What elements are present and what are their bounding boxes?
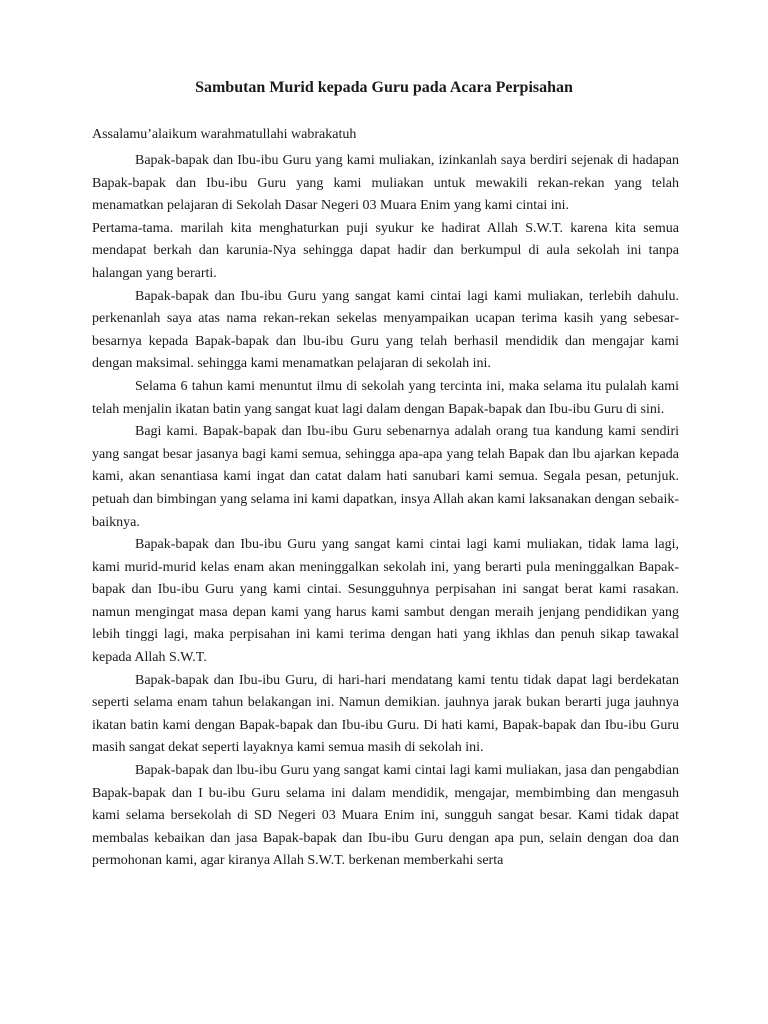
paragraph-8: Bapak-bapak dan lbu-ibu Guru yang sangat kami cintai lagi kami muliakan, jasa dan pengabdian Bapak-bapak dan I bu-ibu Guru selama ini dalam mendidik, mengajar, membimbing dan mengasuh kami selama bersekolah di SD Negeri 03 Muara Enim ini, sungguh sangat besar. Kami tidak dapat membalas kebaikan dan jasa Bapak-bapak dan Ibu-ibu Guru dengan apa pun, selain dengan doa dan permohonan kami, agar kiranya Allah S.W.T. berkenan memberkahi serta [92, 763, 679, 869]
paragraph-7: Bapak-bapak dan Ibu-ibu Guru, di hari-hari mendatang kami tentu tidak dapat lagi berdekatan seperti selama enam tahun belakangan ini. Namun demikian. jauhnya jarak bukan berarti juga jauhnya ikatan batin kami dengan Bapak-bapak dan Ibu-ibu Guru. Di hati kami, Bapak-bapak dan Ibu-ibu Guru masih sangat dekat seperti layaknya kami semua masih di sekolah ini. [92, 672, 679, 756]
document-body [92, 150, 679, 873]
paragraph-3: Bapak-bapak dan Ibu-ibu Guru yang sangat kami cintai lagi kami muliakan, terlebih dahulu. perkenanlah saya atas nama rekan-rekan sekelas menyampaikan ucapan terima kasih yang sebesar-besarnya kepada Bapak-bapak dan lbu-ibu Guru yang telah berhasil mendidik dan mengajar kami dengan maksimal. sehingga kami menamatkan pelajaran di sekolah ini. [92, 288, 679, 372]
paragraph-2: Pertama-tama. marilah kita menghaturkan puji syukur ke hadirat Allah S.W.T. karena kita semua mendapat berkah dan karunia-Nya sehingga dapat hadir dan berkumpul di aula sekolah ini tanpa halangan yang berarti. [92, 220, 679, 281]
paragraph-6: Bapak-bapak dan Ibu-ibu Guru yang sangat kami cintai lagi kami muliakan, tidak lama lagi, kami murid-murid kelas enam akan meninggalkan sekolah ini, yang berarti pula meninggalkan Bapak-bapak dan Ibu-ibu Guru yang kami cintai. Sesungguhnya perpisahan ini sangat berat kami rasakan. namun mengingat masa depan kami yang harus kami sambut dengan meraih jenjang pendidikan yang lebih tinggi lagi, maka perpisahan ini kami terima dengan hati yang ikhlas dan penuh sikap tawakal kepada Allah S.W.T. [92, 537, 679, 666]
paragraph-4: Selama 6 tahun kami menuntut ilmu di sekolah yang tercinta ini, maka selama itu pulalah kami telah menjalin ikatan batin yang sangat kuat lagi dalam dengan Bapak-bapak dan Ibu-ibu Guru di sini. [92, 378, 679, 417]
document-title: Sambutan Murid kepada Guru pada Acara Perpisahan [195, 79, 573, 96]
paragraph-5: Bagi kami. Bapak-bapak dan Ibu-ibu Guru sebenarnya adalah orang tua kandung kami sendiri yang sangat besar jasanya bagi kami semua, sehingga apa-apa yang telah Bapak dan lbu ajarkan kepada kami, akan senantiasa kami ingat dan catat dalam hati sanubari kami semua. Segala pesan, petunjuk. petuah dan bimbingan yang selama ini kami dapatkan, insya Allah akan kami laksanakan dengan sebaik-baiknya. [92, 424, 679, 530]
paragraph-1: Bapak-bapak dan Ibu-ibu Guru yang kami muliakan, izinkanlah saya berdiri sejenak di hadapan Bapak-bapak dan Ibu-ibu Guru yang kami muliakan untuk mewakili rekan-rekan yang telah menamatkan pelajaran di Sekolah Dasar Negeri 03 Muara Enim yang kami cintai ini. [92, 153, 679, 214]
greeting-line: Assalamu’alaikum warahmatullahi wabrakatuh [92, 127, 357, 142]
